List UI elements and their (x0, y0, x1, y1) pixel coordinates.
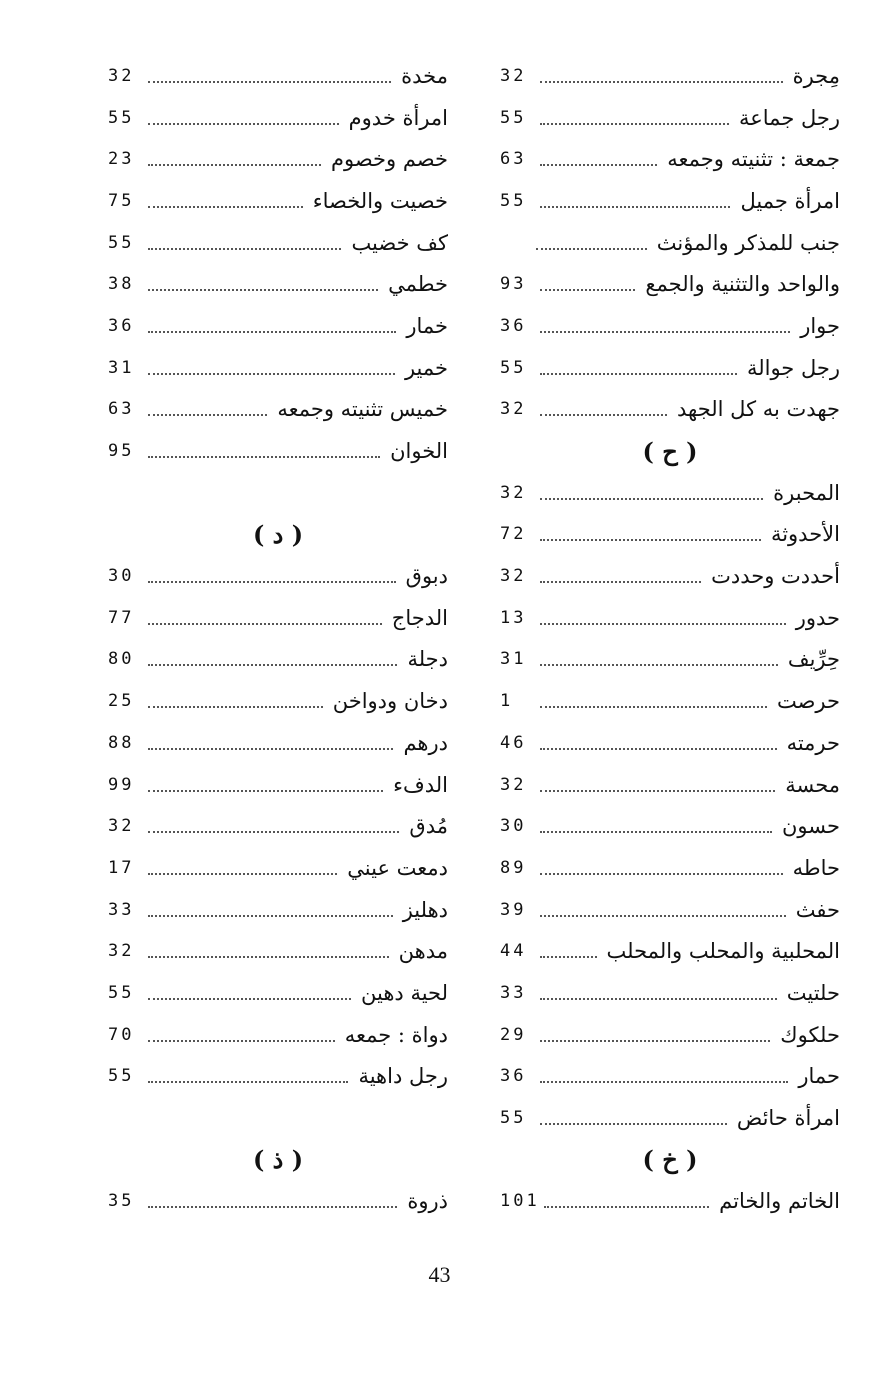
index-entry (500, 555, 840, 597)
index-entry (108, 347, 448, 389)
entry-term: حفث (795, 897, 840, 922)
index-entry (500, 389, 840, 431)
spacer (108, 472, 448, 514)
index-entry (108, 138, 448, 180)
dot-leader (148, 706, 323, 708)
entry-page-number: 89 (500, 857, 527, 878)
entry-term: امرأة حائض (736, 1106, 840, 1131)
entry-term: دهليز (402, 897, 448, 922)
entry-term: الدفء (393, 772, 448, 797)
entry-page-number: 88 (108, 732, 135, 753)
index-entry (500, 180, 840, 222)
entry-term: دبوق (405, 564, 448, 589)
index-entry (108, 805, 448, 847)
entry-page-number: 32 (500, 399, 527, 420)
dot-leader (540, 664, 778, 666)
entry-term: الخاتم والخاتم (719, 1189, 840, 1214)
entry-term: لحية دهين (361, 980, 448, 1005)
index-column-right (500, 55, 840, 1222)
entry-page-number: 32 (108, 941, 135, 962)
dot-leader (540, 956, 597, 958)
entry-term: امرأة خدوم (348, 105, 448, 130)
index-entry (108, 680, 448, 722)
dot-leader (540, 81, 783, 83)
dot-leader (540, 706, 767, 708)
dot-leader (540, 164, 657, 166)
entry-page-number: 93 (500, 274, 527, 295)
entry-term: مدهن (398, 939, 448, 964)
dot-leader (148, 915, 393, 917)
entry-term: جنب للمذكر والمؤنث (656, 230, 840, 255)
index-entry (108, 597, 448, 639)
entry-page-number: 55 (500, 1108, 527, 1129)
entry-page-number: 13 (500, 607, 527, 628)
dot-leader (540, 123, 729, 125)
entry-term: حرصت (776, 689, 840, 714)
dot-leader (148, 664, 397, 666)
index-entry (500, 972, 840, 1014)
entry-term: محسة (785, 772, 840, 797)
entry-page-number: 55 (500, 190, 527, 211)
entry-page-number: 55 (108, 107, 135, 128)
entry-page-number: 32 (500, 65, 527, 86)
entry-page-number: 55 (108, 982, 135, 1003)
entry-page-number: 55 (108, 1066, 135, 1087)
index-entry (500, 347, 840, 389)
entry-page-number: 32 (500, 774, 527, 795)
index-entry (108, 1014, 448, 1056)
entry-term: دواة : جمعه (344, 1022, 448, 1047)
entry-term: دمعت عيني (347, 855, 448, 880)
entry-term: ذروة (407, 1189, 448, 1214)
entry-page-number: 101 (500, 1191, 540, 1212)
index-entry (500, 472, 840, 514)
index-entry (500, 55, 840, 97)
entry-term: الأحدوثة (770, 522, 840, 547)
entry-page-number: 36 (500, 1066, 527, 1087)
entry-page-number: 63 (500, 149, 527, 170)
entry-term: رجل جوالة (746, 355, 840, 380)
index-entry (500, 764, 840, 806)
section-letter-heading: ( ذ ) (252, 1145, 304, 1175)
entry-term: الخوان (390, 439, 448, 464)
index-entry (108, 97, 448, 139)
index-entry (108, 180, 448, 222)
dot-leader (540, 790, 775, 792)
entry-page-number: 55 (500, 107, 527, 128)
entry-page-number: 35 (108, 1191, 135, 1212)
dot-leader (148, 289, 378, 291)
dot-leader (148, 164, 321, 166)
dot-leader (148, 1040, 335, 1042)
entry-page-number: 32 (108, 65, 135, 86)
index-entry (500, 1181, 840, 1223)
index-entry (108, 1056, 448, 1098)
entry-page-number: 36 (500, 315, 527, 336)
entry-term: جهدت به كل الجهد (677, 397, 840, 422)
index-entry (108, 972, 448, 1014)
section-letter-heading: ( ح ) (642, 436, 698, 466)
entry-page-number: 30 (108, 566, 135, 587)
entry-page-number: 31 (108, 357, 135, 378)
entry-page-number: 32 (500, 566, 527, 587)
entry-page-number: 44 (500, 941, 527, 962)
index-entry (500, 1056, 840, 1098)
dot-leader (540, 915, 786, 917)
entry-page-number: 38 (108, 274, 135, 295)
index-entry (500, 680, 840, 722)
entry-page-number: 33 (108, 899, 135, 920)
index-entry (108, 263, 448, 305)
entry-term: دخان ودواخن (332, 689, 448, 714)
entry-term: خميس تثنيته وجمعه (277, 397, 448, 422)
entry-page-number: 33 (500, 982, 527, 1003)
entry-term: حسون (782, 814, 840, 839)
entry-page-number: 23 (108, 149, 135, 170)
dot-leader (540, 289, 635, 291)
entry-term: خطمي (388, 272, 448, 297)
index-entry (500, 805, 840, 847)
index-entry (500, 305, 840, 347)
entry-term: حاطه (792, 855, 840, 880)
index-entry (108, 55, 448, 97)
index-entry (500, 722, 840, 764)
dot-leader (148, 414, 267, 416)
entry-term: جمعة : تثنيته وجمعه (667, 147, 840, 172)
dot-leader (544, 1206, 709, 1208)
dot-leader (540, 623, 786, 625)
entry-term: حِرِّيف (787, 647, 840, 672)
entry-page-number: 32 (108, 816, 135, 837)
entry-page-number: 25 (108, 691, 135, 712)
entry-page-number: 36 (108, 315, 135, 336)
index-column-left (108, 55, 448, 1222)
section-letter-heading: ( د ) (252, 519, 304, 549)
index-entry (500, 222, 840, 264)
dot-leader (148, 1081, 348, 1083)
entry-page-number: 75 (108, 190, 135, 211)
entry-page-number: 46 (500, 732, 527, 753)
entry-page-number: 31 (500, 649, 527, 670)
page-number: 43 (428, 1262, 451, 1287)
entry-term: المحلبية والمحلب والمحلب (606, 939, 840, 964)
dot-leader (540, 581, 701, 583)
entry-term: كف خضيب (351, 230, 448, 255)
entry-page-number: 55 (500, 357, 527, 378)
entry-page-number: 72 (500, 524, 527, 545)
entry-term: حرمته (786, 730, 840, 755)
entry-term: المحبرة (773, 480, 840, 505)
dot-leader (148, 248, 341, 250)
index-entry (108, 889, 448, 931)
dot-leader (148, 1206, 397, 1208)
dot-leader (148, 956, 389, 958)
entry-page-number: 39 (500, 899, 527, 920)
dot-leader (148, 748, 393, 750)
entry-term: حلكوك (780, 1022, 840, 1047)
dot-leader (148, 623, 382, 625)
entry-page-number: 63 (108, 399, 135, 420)
index-entry (500, 97, 840, 139)
dot-leader (540, 873, 783, 875)
index-entry (108, 722, 448, 764)
entry-term: رجل جماعة (738, 105, 840, 130)
dot-leader (148, 373, 395, 375)
dot-leader (536, 248, 647, 250)
entry-page-number: 29 (500, 1024, 527, 1045)
index-entry (108, 430, 448, 472)
dot-leader (540, 331, 790, 333)
entry-term: حدور (795, 605, 840, 630)
dot-leader (148, 331, 396, 333)
index-entry (500, 1014, 840, 1056)
index-entry (108, 639, 448, 681)
dot-leader (540, 373, 737, 375)
dot-leader (148, 873, 337, 875)
index-entry (500, 597, 840, 639)
entry-page-number: 77 (108, 607, 135, 628)
dot-leader (540, 831, 772, 833)
dot-leader (148, 998, 351, 1000)
dot-leader (540, 206, 730, 208)
section-letter-heading: ( خ ) (642, 1145, 698, 1175)
entry-page-number: 30 (500, 816, 527, 837)
index-entry (108, 222, 448, 264)
dot-leader (148, 581, 396, 583)
entry-term: حمار (798, 1064, 840, 1089)
entry-term: مخدة (401, 63, 448, 88)
dot-leader (148, 456, 380, 458)
dot-leader (540, 748, 777, 750)
index-entry (108, 847, 448, 889)
dot-leader (148, 81, 391, 83)
index-entry (500, 889, 840, 931)
entry-term: دجلة (407, 647, 448, 672)
index-entry (108, 305, 448, 347)
dot-leader (148, 206, 303, 208)
dot-leader (540, 539, 761, 541)
dot-leader (148, 790, 383, 792)
index-entry (500, 930, 840, 972)
dot-leader (540, 498, 763, 500)
dot-leader (540, 1081, 788, 1083)
index-entry (108, 555, 448, 597)
index-entry (108, 389, 448, 431)
index-entry (500, 263, 840, 305)
entry-page-number: 17 (108, 857, 135, 878)
entry-term: خمير (404, 355, 448, 380)
entry-term: مُدق (409, 814, 448, 839)
index-entry (500, 1097, 840, 1139)
entry-page-number: 80 (108, 649, 135, 670)
entry-term: امرأة جميل (740, 188, 840, 213)
entry-term: أحددت وحددت (711, 564, 840, 589)
entry-term: خصيت والخصاء (312, 188, 448, 213)
entry-term: خصم وخصوم (330, 147, 448, 172)
dot-leader (148, 123, 339, 125)
entry-page-number: 1 (500, 691, 514, 712)
entry-term: حلتيت (786, 980, 840, 1005)
entry-page-number: 70 (108, 1024, 135, 1045)
dot-leader (540, 1040, 770, 1042)
index-entry (108, 764, 448, 806)
dot-leader (540, 1123, 727, 1125)
spacer (108, 1097, 448, 1139)
dot-leader (148, 831, 399, 833)
entry-term: خمار (406, 313, 448, 338)
index-entry (500, 514, 840, 556)
entry-page-number: 32 (500, 482, 527, 503)
entry-term: جوار (800, 313, 840, 338)
dot-leader (540, 414, 667, 416)
entry-term: والواحد والتثنية والجمع (645, 272, 840, 297)
entry-page-number: 55 (108, 232, 135, 253)
index-entry (108, 930, 448, 972)
dot-leader (540, 998, 777, 1000)
entry-page-number: 95 (108, 441, 135, 462)
index-entry (500, 639, 840, 681)
index-entry (108, 1181, 448, 1223)
index-entry (500, 138, 840, 180)
entry-term: درهم (403, 730, 448, 755)
entry-term: رجل داهية (358, 1064, 448, 1089)
index-entry (500, 847, 840, 889)
entry-term: مِجرة (792, 63, 840, 88)
entry-term: الدجاج (391, 605, 448, 630)
entry-page-number: 99 (108, 774, 135, 795)
